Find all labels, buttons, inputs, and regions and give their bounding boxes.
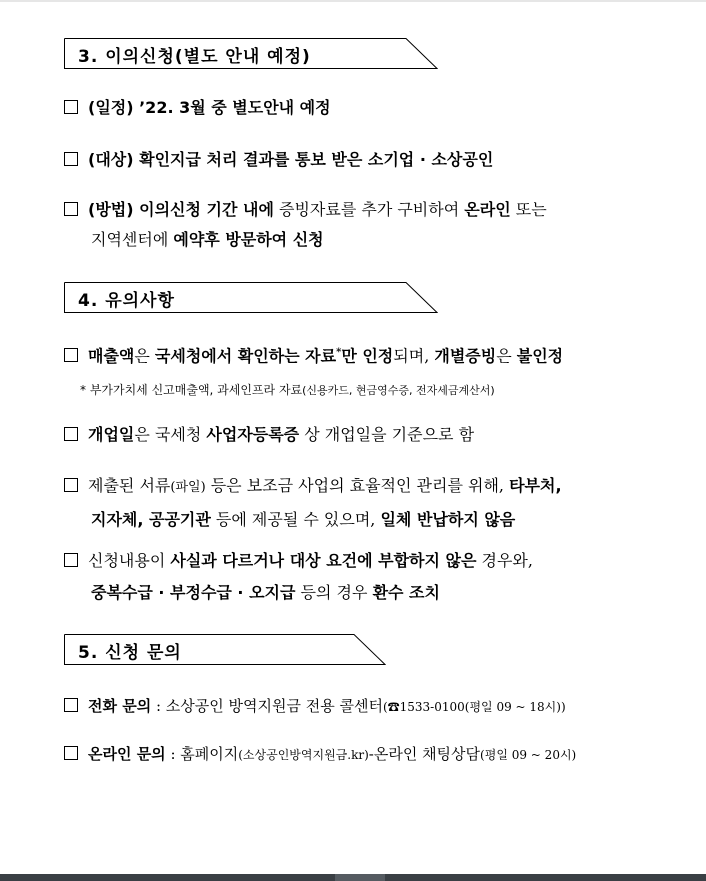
target-text: (대상) 확인지급 처리 결과를 통보 받은 소기업 · 소상공인 — [88, 150, 494, 169]
footnote-detail: (신용카드, 현금영수증, 전자세금계산서) — [302, 384, 495, 397]
open-date-term: 개업일 — [88, 425, 135, 444]
section-4-header — [64, 282, 438, 313]
section-5-item-phone — [64, 692, 654, 721]
revenue-only: 만 인정 — [341, 346, 394, 366]
checkbox-square-icon — [64, 202, 78, 216]
documents-text-1: 제출된 서류 — [88, 476, 171, 495]
refund-text-1: 신청내용이 — [88, 551, 171, 570]
section-4-item-revenue — [64, 339, 654, 370]
revenue-term: 매출액 — [88, 346, 135, 366]
section-5-title: 5. 신청 문의 — [78, 643, 182, 663]
revenue-text-1: 은 — [134, 346, 155, 366]
online-inquiry-text-1: : 홈페이지 — [165, 745, 239, 763]
checkbox-square-icon — [64, 553, 78, 567]
not-accepted: 불인정 — [516, 346, 564, 366]
section-4-footnote — [80, 381, 495, 400]
open-date-text-2: 상 개업일을 기준으로 함 — [299, 425, 475, 444]
not-returned: 일체 반납하지 않음 — [380, 510, 516, 529]
section-5-item-online — [64, 740, 654, 769]
documents-text-2: 등은 보조금 사업의 효율적인 관리를 위해, — [205, 476, 510, 495]
section-3-item-schedule — [64, 94, 654, 122]
checkbox-square-icon — [64, 427, 78, 441]
checkbox-square-icon — [64, 746, 78, 760]
other-ministries: 타부처, — [509, 476, 562, 495]
documents-file: (파일) — [170, 480, 206, 495]
chat-hours: (평일 09 ~ 20시) — [480, 748, 577, 762]
checkbox-square-icon — [64, 100, 78, 114]
open-date-text-1: 은 국세청 — [134, 425, 207, 444]
revenue-text-3: 은 — [496, 346, 517, 366]
schedule-text: (일정) ’22. 3월 중 별도안내 예정 — [88, 98, 331, 117]
phone-number: (☎1533-0100(평일 09 ~ 18시)) — [382, 700, 566, 714]
individual-proof: 개별증빙 — [434, 346, 497, 366]
homepage-url: (소상공인방역지원금.kr) — [238, 748, 369, 762]
footnote-text: * 부가가치세 신고매출액, 과세인프라 자료 — [80, 383, 303, 397]
online-inquiry-text-2: -온라인 채팅상담 — [368, 745, 481, 763]
documents-text-3: 등에 제공될 수 있으며, — [210, 510, 381, 529]
method-text-3: 지역센터에 — [91, 230, 174, 249]
section-3-item-method — [64, 196, 654, 254]
viewer-scroll-thumb[interactable] — [335, 874, 385, 881]
refund-text-3: 등의 경우 — [295, 583, 373, 602]
section-4-item-open-date — [64, 421, 654, 449]
viewer-bottom-bar — [0, 874, 706, 881]
section-3-title: 3. 이의신청(별도 안내 예정) — [78, 47, 311, 67]
footnote-marker: * — [336, 347, 342, 358]
business-registration: 사업자등록증 — [206, 425, 300, 444]
checkbox-square-icon — [64, 152, 78, 166]
method-lead: (방법) 이의신청 기간 내에 — [88, 200, 274, 219]
refund-condition: 사실과 다르거나 대상 요건에 부합하지 않은 — [170, 551, 477, 570]
refund-action: 환수 조치 — [372, 583, 440, 602]
method-text-2: 또는 — [510, 200, 547, 219]
checkbox-square-icon — [64, 698, 78, 712]
phone-inquiry-text: : 소상공인 방역지원금 전용 콜센터 — [151, 697, 383, 715]
section-3-header — [64, 38, 438, 69]
checkbox-square-icon — [64, 348, 78, 362]
method-text-1: 증빙자료를 추가 구비하여 — [273, 200, 465, 219]
revenue-text-2: 되며, — [393, 346, 435, 366]
section-5-header — [64, 634, 386, 665]
phone-inquiry-label: 전화 문의 — [88, 697, 152, 715]
local-gov-agencies: 지자체, 공공기관 — [91, 510, 211, 529]
section-4-title: 4. 유의사항 — [78, 291, 175, 311]
online-inquiry-label: 온라인 문의 — [88, 745, 166, 763]
section-3-item-target — [64, 146, 654, 174]
improper-receipt: 중복수급 · 부정수급 · 오지급 — [91, 583, 296, 602]
method-online: 온라인 — [464, 200, 511, 219]
refund-text-2: 경우와, — [476, 551, 533, 570]
checkbox-square-icon — [64, 478, 78, 492]
revenue-source: 국세청에서 확인하는 자료 — [154, 346, 337, 366]
section-4-item-refund — [64, 547, 654, 607]
method-visit: 예약후 방문하여 신청 — [173, 230, 324, 249]
section-4-item-documents — [64, 472, 654, 534]
page-top-border — [0, 0, 706, 2]
